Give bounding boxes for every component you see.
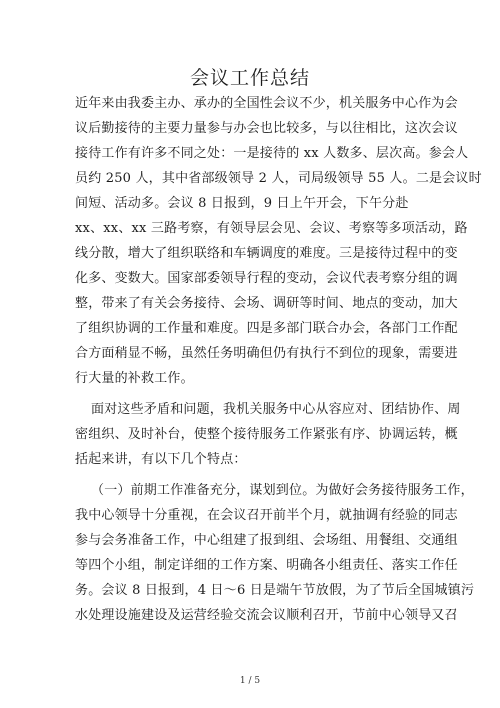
text-line: 括起来讲，有以下几个特点： — [75, 452, 247, 467]
paragraph — [75, 91, 482, 391]
text-line: 近年来由我委主办、承办的全国性会议不少，机关服务中心作为会 — [75, 96, 458, 111]
text-line: 行大量的补救工作。 — [75, 371, 194, 386]
text-line: 参与会务准备工作，中心组建了报到组、会场组、用餐组、交通组 — [75, 533, 458, 548]
paragraph — [75, 478, 475, 628]
page-number: 1 / 5 — [239, 676, 261, 686]
paragraph — [75, 397, 461, 472]
text-line: （一）前期工作准备充分，谋划到位。为做好会务接待服务工作， — [91, 483, 474, 498]
document-title: 会议工作总结 — [189, 67, 310, 89]
text-line: 我中心领导十分重视，在会议召开前半个月，就抽调有经验的同志 — [75, 508, 458, 523]
text-line: xx、xx、xx 三路考察，有领导层会见、会议、考察等多项活动，路 — [75, 221, 468, 236]
text-line: 面对这些矛盾和问题，我机关服务中心从容应对、团结协作、周 — [91, 402, 461, 417]
text-line: 间短、活动多。会议 8 日报到，9 日上午开会，下午分赴 — [75, 196, 409, 211]
text-line: 合方面稍显不畅，虽然任务明确但仍有执行不到位的现象，需要进 — [75, 346, 458, 361]
text-line: 化多、变数大。国家部委领导行程的变动，会议代表考察分组的调 — [75, 271, 458, 286]
text-line: 整，带来了有关会务接待、会场、调研等时间、地点的变动，加大 — [75, 296, 458, 311]
text-line: 密组织、及时补台，使整个接待服务工作紧张有序、协调运转，概 — [75, 427, 458, 442]
text-line: 员约 250 人，其中省部级领导 2 人，司局级领导 55 人。二是会议时 — [75, 171, 482, 186]
text-line: 接待工作有许多不同之处：一是接待的 xx 人数多、层次高。参会人 — [75, 146, 469, 161]
text-line: 线分散，增大了组织联络和车辆调度的难度。三是接待过程中的变 — [75, 246, 458, 261]
document-body — [75, 91, 482, 628]
text-line: 等四个小组，制定详细的工作方案、明确各小组责任、落实工作任 — [75, 558, 458, 573]
text-line: 水处理设施建设及运营经验交流会议顺利召开，节前中心领导又召 — [75, 608, 458, 623]
text-line: 了组织协调的工作量和难度。四是多部门联合办会，各部门工作配 — [75, 321, 458, 336]
text-line: 议后勤接待的主要力量参与办会也比较多，与以往相比，这次会议 — [75, 121, 458, 136]
text-line: 务。会议 8 日报到，4 日～6 日是端午节放假，为了节后全国城镇污 — [75, 583, 475, 598]
